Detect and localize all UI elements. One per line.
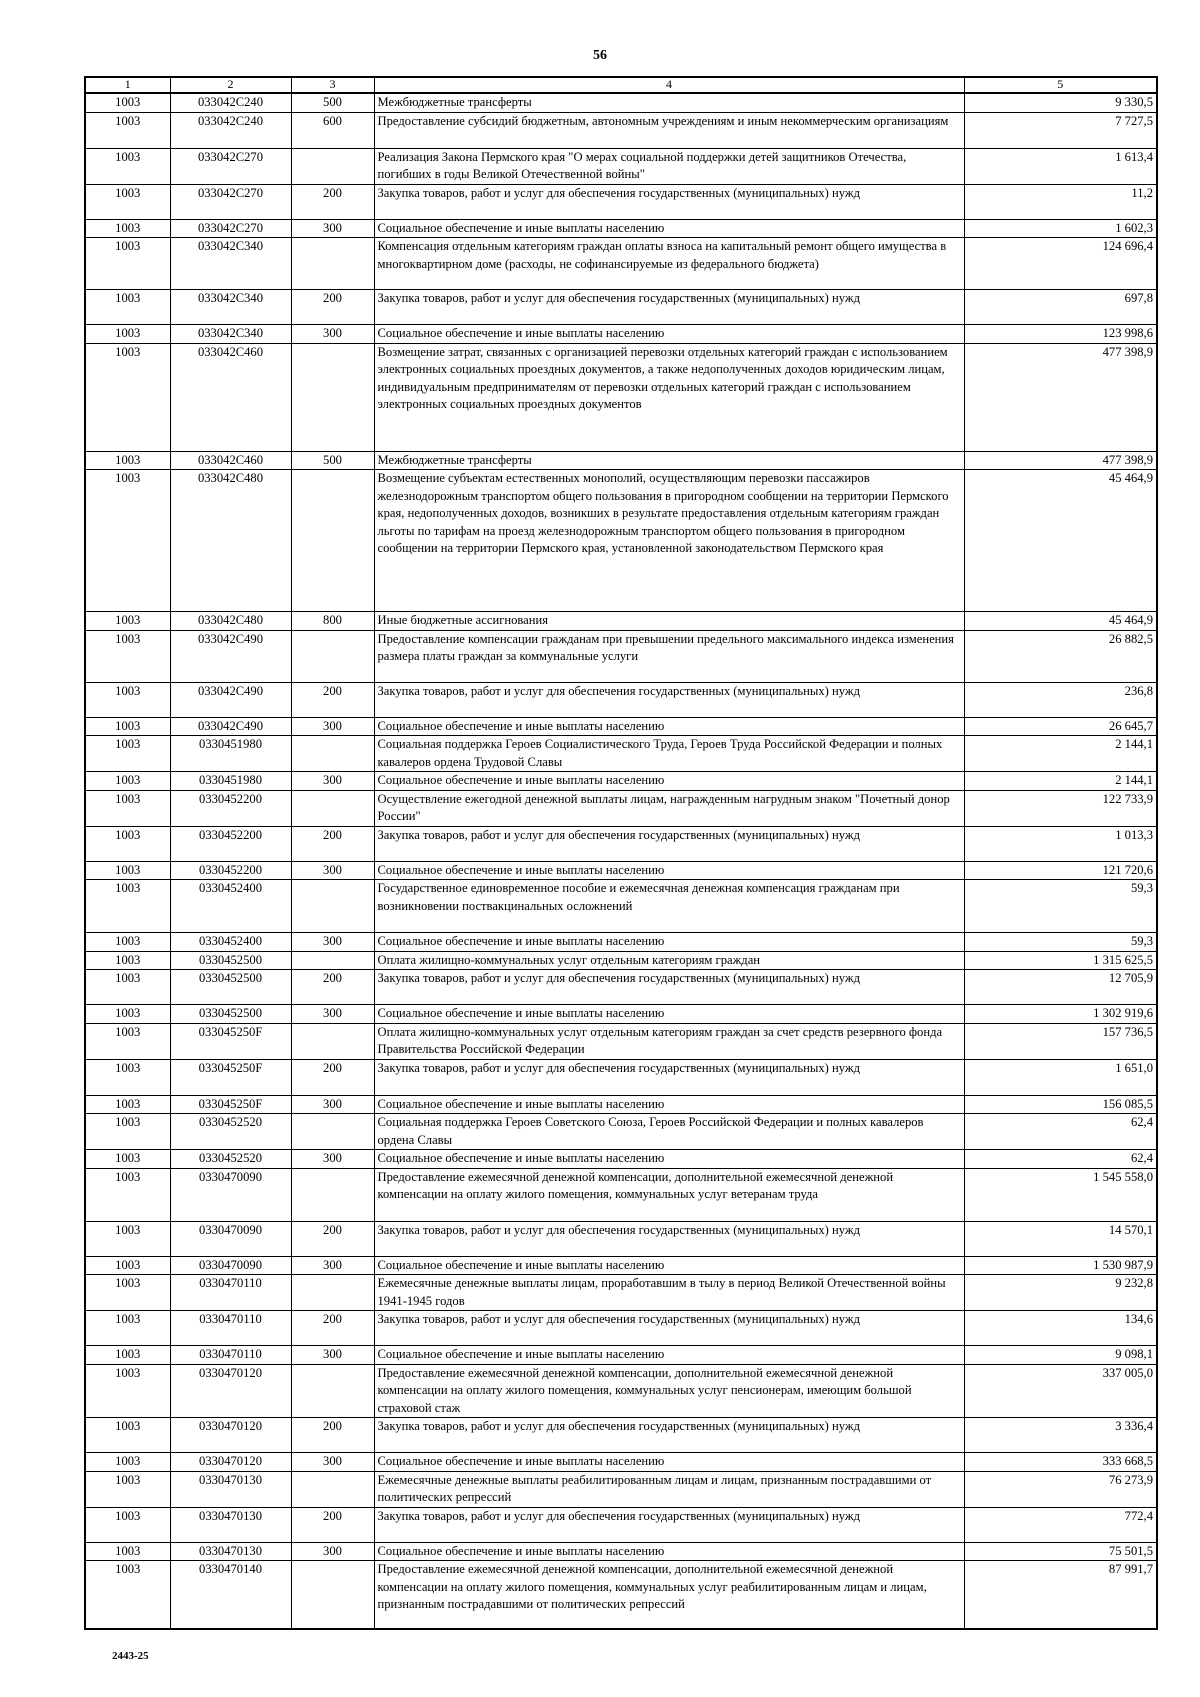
cell-c2: 033042C270 — [170, 219, 291, 238]
cell-c2: 0330470130 — [170, 1471, 291, 1507]
cell-c1: 1003 — [85, 630, 170, 682]
cell-c3 — [291, 1275, 374, 1311]
table-row — [85, 1221, 1157, 1256]
cell-c4: Закупка товаров, работ и услуг для обеспечения государственных (муниципальных) нужд — [374, 184, 964, 219]
cell-c3: 200 — [291, 1418, 374, 1453]
table-row — [85, 1364, 1157, 1418]
cell-c2: 033042C340 — [170, 290, 291, 325]
cell-c2: 0330470120 — [170, 1418, 291, 1453]
cell-c5: 26 645,7 — [964, 717, 1157, 736]
cell-c3: 500 — [291, 93, 374, 112]
cell-c1: 1003 — [85, 717, 170, 736]
cell-c5: 124 696,4 — [964, 238, 1157, 290]
table-row — [85, 1168, 1157, 1221]
table-row — [85, 970, 1157, 1005]
cell-c5: 1 545 558,0 — [964, 1168, 1157, 1221]
table-row — [85, 112, 1157, 148]
cell-c2: 0330452500 — [170, 951, 291, 970]
cell-c4: Закупка товаров, работ и услуг для обеспечения государственных (муниципальных) нужд — [374, 1418, 964, 1453]
cell-c1: 1003 — [85, 112, 170, 148]
cell-c5: 26 882,5 — [964, 630, 1157, 682]
table-row — [85, 325, 1157, 344]
table-row — [85, 451, 1157, 470]
cell-c2: 033042C460 — [170, 451, 291, 470]
cell-c3 — [291, 1168, 374, 1221]
cell-c2: 033042C270 — [170, 184, 291, 219]
table-row — [85, 470, 1157, 612]
table-row — [85, 772, 1157, 791]
column-header-2: 2 — [170, 77, 291, 93]
cell-c2: 033045250F — [170, 1023, 291, 1059]
cell-c4: Социальное обеспечение и иные выплаты населению — [374, 861, 964, 880]
cell-c2: 0330470110 — [170, 1311, 291, 1346]
cell-c1: 1003 — [85, 1542, 170, 1561]
cell-c1: 1003 — [85, 238, 170, 290]
cell-c1: 1003 — [85, 184, 170, 219]
cell-c5: 11,2 — [964, 184, 1157, 219]
cell-c1: 1003 — [85, 772, 170, 791]
cell-c2: 0330452520 — [170, 1114, 291, 1150]
cell-c3 — [291, 1471, 374, 1507]
table-row — [85, 1311, 1157, 1346]
cell-c5: 9 330,5 — [964, 93, 1157, 112]
column-header-4: 4 — [374, 77, 964, 93]
table-row — [85, 1150, 1157, 1169]
cell-c5: 14 570,1 — [964, 1221, 1157, 1256]
table-row — [85, 1561, 1157, 1629]
cell-c5: 2 144,1 — [964, 736, 1157, 772]
cell-c1: 1003 — [85, 682, 170, 717]
cell-c2: 033042C240 — [170, 112, 291, 148]
table-row — [85, 933, 1157, 952]
cell-c1: 1003 — [85, 1471, 170, 1507]
cell-c1: 1003 — [85, 1507, 170, 1542]
cell-c2: 0330470110 — [170, 1275, 291, 1311]
cell-c4: Предоставление компенсации гражданам при превышении предельного максимального индекса изменения размера платы граждан за коммунальные услуги — [374, 630, 964, 682]
table-row — [85, 93, 1157, 112]
cell-c1: 1003 — [85, 951, 170, 970]
cell-c4: Ежемесячные денежные выплаты лицам, проработавшим в тылу в период Великой Отечественной войны 1941-1945 годов — [374, 1275, 964, 1311]
cell-c4: Социальное обеспечение и иные выплаты населению — [374, 1256, 964, 1275]
cell-c1: 1003 — [85, 1114, 170, 1150]
cell-c2: 0330451980 — [170, 736, 291, 772]
cell-c3 — [291, 951, 374, 970]
table-row — [85, 682, 1157, 717]
cell-c2: 0330470110 — [170, 1346, 291, 1365]
table-row — [85, 1418, 1157, 1453]
cell-c2: 0330470130 — [170, 1542, 291, 1561]
cell-c4: Социальное обеспечение и иные выплаты населению — [374, 772, 964, 791]
cell-c5: 477 398,9 — [964, 451, 1157, 470]
table-body — [85, 93, 1157, 1629]
cell-c4: Оплата жилищно-коммунальных услуг отдельным категориям граждан за счет средств резервного фонда Правительства Российской Федерации — [374, 1023, 964, 1059]
cell-c4: Оплата жилищно-коммунальных услуг отдельным категориям граждан — [374, 951, 964, 970]
cell-c4: Социальное обеспечение и иные выплаты населению — [374, 1453, 964, 1472]
cell-c3 — [291, 630, 374, 682]
cell-c3: 300 — [291, 1005, 374, 1024]
table-row — [85, 1114, 1157, 1150]
cell-c2: 033042C340 — [170, 325, 291, 344]
cell-c3: 200 — [291, 826, 374, 861]
table-row — [85, 1471, 1157, 1507]
cell-c4: Межбюджетные трансферты — [374, 451, 964, 470]
budget-table — [84, 76, 1158, 1630]
table-row — [85, 219, 1157, 238]
cell-c3: 200 — [291, 1221, 374, 1256]
cell-c4: Социальная поддержка Героев Советского Союза, Героев Российской Федерации и полных кавалеров ордена Славы — [374, 1114, 964, 1150]
cell-c1: 1003 — [85, 612, 170, 631]
cell-c1: 1003 — [85, 1023, 170, 1059]
cell-c1: 1003 — [85, 470, 170, 612]
cell-c5: 62,4 — [964, 1114, 1157, 1150]
cell-c3: 300 — [291, 933, 374, 952]
cell-c4: Социальное обеспечение и иные выплаты населению — [374, 717, 964, 736]
cell-c5: 134,6 — [964, 1311, 1157, 1346]
cell-c5: 12 705,9 — [964, 970, 1157, 1005]
cell-c1: 1003 — [85, 1221, 170, 1256]
column-header-1: 1 — [85, 77, 170, 93]
table-row — [85, 1275, 1157, 1311]
cell-c3 — [291, 880, 374, 933]
table-row — [85, 717, 1157, 736]
cell-c3: 200 — [291, 1059, 374, 1095]
cell-c4: Ежемесячные денежные выплаты реабилитированным лицам и лицам, признанным пострадавшими от политических репрессий — [374, 1471, 964, 1507]
cell-c3 — [291, 238, 374, 290]
cell-c4: Закупка товаров, работ и услуг для обеспечения государственных (муниципальных) нужд — [374, 682, 964, 717]
cell-c4: Осуществление ежегодной денежной выплаты лицам, награжденным нагрудным знаком "Почетный донор России" — [374, 790, 964, 826]
cell-c3: 200 — [291, 290, 374, 325]
table-row — [85, 861, 1157, 880]
cell-c1: 1003 — [85, 790, 170, 826]
cell-c5: 157 736,5 — [964, 1023, 1157, 1059]
cell-c2: 0330470090 — [170, 1221, 291, 1256]
table-row — [85, 1542, 1157, 1561]
cell-c4: Социальная поддержка Героев Социалистического Труда, Героев Труда Российской Федерации и полных кавалеров ордена Трудовой Славы — [374, 736, 964, 772]
cell-c2: 033042C240 — [170, 93, 291, 112]
table-row — [85, 1453, 1157, 1472]
cell-c1: 1003 — [85, 1256, 170, 1275]
cell-c3: 300 — [291, 1346, 374, 1365]
cell-c2: 033045250F — [170, 1095, 291, 1114]
cell-c2: 033042C460 — [170, 343, 291, 451]
cell-c1: 1003 — [85, 1150, 170, 1169]
cell-c1: 1003 — [85, 1005, 170, 1024]
cell-c4: Социальное обеспечение и иные выплаты населению — [374, 933, 964, 952]
table-row — [85, 826, 1157, 861]
cell-c4: Межбюджетные трансферты — [374, 93, 964, 112]
cell-c5: 1 530 987,9 — [964, 1256, 1157, 1275]
cell-c1: 1003 — [85, 736, 170, 772]
cell-c1: 1003 — [85, 451, 170, 470]
cell-c2: 0330470090 — [170, 1168, 291, 1221]
cell-c2: 0330452400 — [170, 880, 291, 933]
cell-c2: 0330452200 — [170, 861, 291, 880]
cell-c1: 1003 — [85, 1095, 170, 1114]
cell-c4: Закупка товаров, работ и услуг для обеспечения государственных (муниципальных) нужд — [374, 290, 964, 325]
cell-c5: 62,4 — [964, 1150, 1157, 1169]
cell-c3 — [291, 1023, 374, 1059]
table-row — [85, 790, 1157, 826]
cell-c4: Возмещение субъектам естественных монополий, осуществляющим перевозки пассажиров железнодорожным транспортом общего пользования в пригородном сообщении на территории Пермского края, недополученных доходов, возникших в результате предоставления отдельным категориям граждан льготы по тарифам на проезд железнодорожным транспортом общего пользования в пригородном сообщении на территории Пермского края, установленной законодательством Пермского края — [374, 470, 964, 612]
cell-c4: Социальное обеспечение и иные выплаты населению — [374, 1150, 964, 1169]
cell-c4: Закупка товаров, работ и услуг для обеспечения государственных (муниципальных) нужд — [374, 1507, 964, 1542]
cell-c3: 200 — [291, 682, 374, 717]
cell-c4: Предоставление ежемесячной денежной компенсации, дополнительной ежемесячной денежной компенсации на оплату жилого помещения, коммунальных услуг пенсионерам, имеющим большой страховой стаж — [374, 1364, 964, 1418]
cell-c1: 1003 — [85, 1418, 170, 1453]
cell-c3: 200 — [291, 1311, 374, 1346]
cell-c2: 033042C490 — [170, 717, 291, 736]
cell-c3: 300 — [291, 1453, 374, 1472]
cell-c2: 0330451980 — [170, 772, 291, 791]
cell-c3: 300 — [291, 1256, 374, 1275]
cell-c1: 1003 — [85, 148, 170, 184]
cell-c3 — [291, 790, 374, 826]
cell-c5: 121 720,6 — [964, 861, 1157, 880]
cell-c1: 1003 — [85, 325, 170, 344]
cell-c5: 477 398,9 — [964, 343, 1157, 451]
cell-c4: Закупка товаров, работ и услуг для обеспечения государственных (муниципальных) нужд — [374, 826, 964, 861]
cell-c3: 300 — [291, 1150, 374, 1169]
cell-c3: 800 — [291, 612, 374, 631]
cell-c5: 122 733,9 — [964, 790, 1157, 826]
table-row — [85, 951, 1157, 970]
column-header-3: 3 — [291, 77, 374, 93]
cell-c2: 0330452200 — [170, 826, 291, 861]
cell-c1: 1003 — [85, 933, 170, 952]
cell-c3: 300 — [291, 219, 374, 238]
cell-c3: 300 — [291, 861, 374, 880]
cell-c1: 1003 — [85, 861, 170, 880]
cell-c2: 0330452400 — [170, 933, 291, 952]
cell-c3: 300 — [291, 772, 374, 791]
cell-c1: 1003 — [85, 219, 170, 238]
cell-c2: 0330470120 — [170, 1364, 291, 1418]
table-row — [85, 343, 1157, 451]
cell-c4: Иные бюджетные ассигнования — [374, 612, 964, 631]
cell-c3: 300 — [291, 717, 374, 736]
cell-c2: 033042C490 — [170, 630, 291, 682]
cell-c5: 337 005,0 — [964, 1364, 1157, 1418]
cell-c4: Компенсация отдельным категориям граждан оплаты взноса на капитальный ремонт общего имущества в многоквартирном доме (расходы, не софинансируемые из федерального бюджета) — [374, 238, 964, 290]
cell-c2: 0330452500 — [170, 1005, 291, 1024]
cell-c5: 87 991,7 — [964, 1561, 1157, 1629]
cell-c4: Социальное обеспечение и иные выплаты населению — [374, 1005, 964, 1024]
cell-c5: 1 013,3 — [964, 826, 1157, 861]
cell-c1: 1003 — [85, 1168, 170, 1221]
cell-c1: 1003 — [85, 1275, 170, 1311]
cell-c3 — [291, 343, 374, 451]
cell-c2: 0330452200 — [170, 790, 291, 826]
cell-c1: 1003 — [85, 1311, 170, 1346]
cell-c5: 772,4 — [964, 1507, 1157, 1542]
cell-c3: 200 — [291, 970, 374, 1005]
cell-c5: 1 302 919,6 — [964, 1005, 1157, 1024]
cell-c5: 236,8 — [964, 682, 1157, 717]
cell-c3 — [291, 1364, 374, 1418]
cell-c2: 0330470090 — [170, 1256, 291, 1275]
cell-c4: Социальное обеспечение и иные выплаты населению — [374, 1542, 964, 1561]
cell-c5: 1 651,0 — [964, 1059, 1157, 1095]
table-row — [85, 880, 1157, 933]
cell-c5: 7 727,5 — [964, 112, 1157, 148]
table-row — [85, 290, 1157, 325]
cell-c1: 1003 — [85, 93, 170, 112]
cell-c5: 1 602,3 — [964, 219, 1157, 238]
cell-c4: Социальное обеспечение и иные выплаты населению — [374, 325, 964, 344]
cell-c2: 033042C490 — [170, 682, 291, 717]
table-row — [85, 184, 1157, 219]
table-row — [85, 148, 1157, 184]
cell-c2: 033042C480 — [170, 612, 291, 631]
cell-c3: 500 — [291, 451, 374, 470]
cell-c5: 697,8 — [964, 290, 1157, 325]
table-row — [85, 630, 1157, 682]
cell-c5: 1 315 625,5 — [964, 951, 1157, 970]
cell-c2: 033042C480 — [170, 470, 291, 612]
cell-c4: Государственное единовременное пособие и ежемесячная денежная компенсация гражданам при возникновении поствакцинальных осложнений — [374, 880, 964, 933]
cell-c2: 0330470140 — [170, 1561, 291, 1629]
cell-c5: 3 336,4 — [964, 1418, 1157, 1453]
table-header-row — [85, 77, 1157, 93]
cell-c1: 1003 — [85, 826, 170, 861]
footer-code: 2443-25 — [112, 1650, 149, 1662]
page-number: 56 — [593, 48, 607, 63]
table-row — [85, 1256, 1157, 1275]
cell-c2: 0330452500 — [170, 970, 291, 1005]
cell-c1: 1003 — [85, 1561, 170, 1629]
table-row — [85, 238, 1157, 290]
table-row — [85, 612, 1157, 631]
cell-c4: Закупка товаров, работ и услуг для обеспечения государственных (муниципальных) нужд — [374, 1311, 964, 1346]
cell-c4: Социальное обеспечение и иные выплаты населению — [374, 219, 964, 238]
table-row — [85, 1346, 1157, 1365]
cell-c4: Социальное обеспечение и иные выплаты населению — [374, 1095, 964, 1114]
cell-c4: Закупка товаров, работ и услуг для обеспечения государственных (муниципальных) нужд — [374, 1221, 964, 1256]
cell-c5: 59,3 — [964, 880, 1157, 933]
cell-c4: Предоставление ежемесячной денежной компенсации, дополнительной ежемесячной денежной компенсации на оплату жилого помещения, коммунальных услуг ветеранам труда — [374, 1168, 964, 1221]
cell-c5: 45 464,9 — [964, 470, 1157, 612]
cell-c4: Возмещение затрат, связанных с организацией перевозки отдельных категорий граждан с использованием электронных социальных проездных документов, а также недополученных доходов юридическим лицам, индивидуальным предпринимателям от перевозки отдельных категорий граждан с использованием электронных социальных проездных документов — [374, 343, 964, 451]
cell-c1: 1003 — [85, 1059, 170, 1095]
table-row — [85, 1005, 1157, 1024]
cell-c5: 2 144,1 — [964, 772, 1157, 791]
cell-c1: 1003 — [85, 290, 170, 325]
table-row — [85, 1095, 1157, 1114]
cell-c1: 1003 — [85, 970, 170, 1005]
cell-c5: 123 998,6 — [964, 325, 1157, 344]
cell-c5: 1 613,4 — [964, 148, 1157, 184]
cell-c3: 600 — [291, 112, 374, 148]
cell-c1: 1003 — [85, 343, 170, 451]
cell-c4: Реализация Закона Пермского края "О мерах социальной поддержки детей защитников Отечества, погибших в годы Великой Отечественной войны" — [374, 148, 964, 184]
cell-c4: Социальное обеспечение и иные выплаты населению — [374, 1346, 964, 1365]
cell-c3 — [291, 148, 374, 184]
cell-c1: 1003 — [85, 1453, 170, 1472]
cell-c3 — [291, 1114, 374, 1150]
cell-c4: Предоставление ежемесячной денежной компенсации, дополнительной ежемесячной денежной компенсации на оплату жилого помещения, коммунальных услуг реабилитированным лицам и лицам, признанным пострадавшими от политических репрессий — [374, 1561, 964, 1629]
cell-c2: 0330470120 — [170, 1453, 291, 1472]
cell-c4: Предоставление субсидий бюджетным, автономным учреждениям и иным некоммерческим организациям — [374, 112, 964, 148]
cell-c3 — [291, 1561, 374, 1629]
cell-c3: 300 — [291, 325, 374, 344]
cell-c1: 1003 — [85, 1346, 170, 1365]
table-row — [85, 1023, 1157, 1059]
cell-c1: 1003 — [85, 1364, 170, 1418]
table-row — [85, 1507, 1157, 1542]
cell-c3: 200 — [291, 1507, 374, 1542]
cell-c2: 0330470130 — [170, 1507, 291, 1542]
cell-c4: Закупка товаров, работ и услуг для обеспечения государственных (муниципальных) нужд — [374, 1059, 964, 1095]
cell-c5: 9 232,8 — [964, 1275, 1157, 1311]
cell-c3 — [291, 736, 374, 772]
cell-c2: 033042C340 — [170, 238, 291, 290]
cell-c2: 033042C270 — [170, 148, 291, 184]
cell-c5: 333 668,5 — [964, 1453, 1157, 1472]
cell-c5: 45 464,9 — [964, 612, 1157, 631]
cell-c3: 300 — [291, 1095, 374, 1114]
cell-c5: 76 273,9 — [964, 1471, 1157, 1507]
cell-c5: 75 501,5 — [964, 1542, 1157, 1561]
cell-c5: 156 085,5 — [964, 1095, 1157, 1114]
cell-c5: 59,3 — [964, 933, 1157, 952]
cell-c3: 300 — [291, 1542, 374, 1561]
cell-c5: 9 098,1 — [964, 1346, 1157, 1365]
cell-c2: 033045250F — [170, 1059, 291, 1095]
table-row — [85, 1059, 1157, 1095]
cell-c2: 0330452520 — [170, 1150, 291, 1169]
cell-c4: Закупка товаров, работ и услуг для обеспечения государственных (муниципальных) нужд — [374, 970, 964, 1005]
cell-c3 — [291, 470, 374, 612]
table-row — [85, 736, 1157, 772]
column-header-5: 5 — [964, 77, 1157, 93]
cell-c1: 1003 — [85, 880, 170, 933]
cell-c3: 200 — [291, 184, 374, 219]
